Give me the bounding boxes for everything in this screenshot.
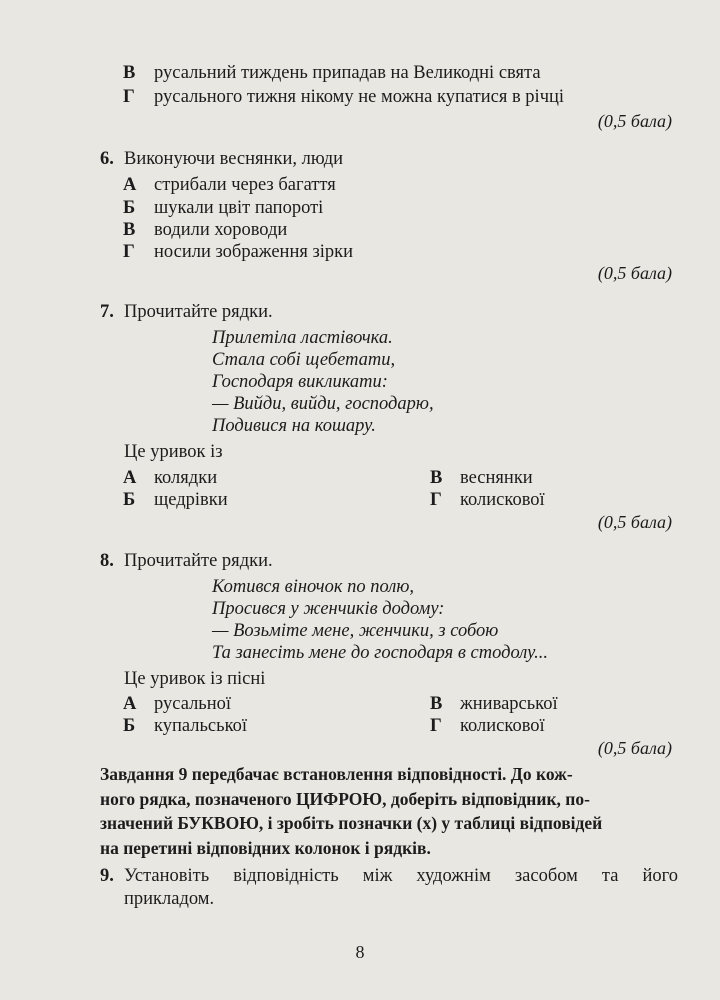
option-text: стрибали через багаття bbox=[154, 175, 336, 195]
instruction-line: Завдання 9 передбачає встановлення відповідності. До кож- bbox=[100, 764, 573, 784]
page-number: 8 bbox=[355, 942, 365, 962]
score-label: (0,5 бала) bbox=[597, 263, 672, 283]
option-text: русальний тиждень припадав на Великодні свята bbox=[154, 63, 541, 83]
prompt-text: Це уривок із bbox=[124, 442, 223, 462]
prompt-text: Це уривок із пісні bbox=[124, 669, 266, 689]
question-text: Установіть відповідність між художнім засобом та його bbox=[124, 866, 678, 886]
question-number: 8. bbox=[100, 551, 114, 571]
option-letter: А bbox=[123, 468, 137, 488]
option-letter: А bbox=[123, 175, 137, 195]
question-text: Прочитайте рядки. bbox=[124, 302, 273, 322]
option-letter: В bbox=[430, 694, 443, 714]
poem-line: — Вийди, вийди, господарю, bbox=[212, 394, 434, 414]
option-text: купальської bbox=[154, 716, 248, 736]
option-text: колискової bbox=[460, 490, 545, 510]
poem-line: Стала собі щебетати, bbox=[212, 350, 396, 370]
instruction-line: ного рядка, позначеного ЦИФРОЮ, доберіть відповідник, по- bbox=[100, 788, 590, 809]
poem-line: Та занесіть мене до господаря в стодолу... bbox=[212, 643, 549, 663]
question-number: 6. bbox=[100, 149, 114, 169]
question-text: Виконуючи веснянки, люди bbox=[124, 149, 344, 169]
poem-line: Котився віночок по полю, bbox=[212, 577, 415, 597]
option-letter: Г bbox=[430, 716, 442, 736]
option-text: шукали цвіт папороті bbox=[154, 198, 324, 218]
option-text: щедрівки bbox=[154, 490, 228, 510]
option-letter: Г bbox=[430, 490, 442, 510]
option-letter: Б bbox=[123, 198, 136, 218]
instruction-line: на перетині відповідних колонок і рядків. bbox=[100, 837, 431, 858]
task-instruction bbox=[100, 762, 678, 860]
option-text: русального тижня нікому не можна купатися в річці bbox=[154, 87, 565, 107]
option-letter: Б bbox=[123, 716, 136, 736]
instruction-line: значений БУКВОЮ, і зробіть позначки (х) у таблиці відповідей bbox=[100, 813, 603, 833]
poem-line: Подивися на кошару. bbox=[212, 416, 376, 436]
poem-line: Прилетіла ластівочка. bbox=[212, 328, 393, 348]
question-number: 7. bbox=[100, 302, 114, 322]
score-label: (0,5 бала) bbox=[597, 111, 672, 131]
poem-line: Просився у женчиків додому: bbox=[212, 599, 445, 619]
option-letter: Б bbox=[123, 490, 136, 510]
score-label: (0,5 бала) bbox=[597, 512, 672, 532]
score-label: (0,5 бала) bbox=[597, 738, 672, 758]
question-number: 9. bbox=[100, 866, 114, 886]
option-letter: В bbox=[123, 63, 136, 83]
option-text: русальної bbox=[154, 694, 232, 714]
option-text: жниварської bbox=[460, 694, 558, 714]
option-text: колискової bbox=[460, 716, 545, 736]
option-letter: А bbox=[123, 694, 137, 714]
option-text: колядки bbox=[154, 468, 218, 488]
option-text: веснянки bbox=[460, 468, 533, 488]
option-letter: Г bbox=[123, 87, 135, 107]
option-letter: В bbox=[123, 220, 136, 240]
poem-line: — Возьміте мене, женчики, з собою bbox=[212, 621, 499, 641]
option-letter: В bbox=[430, 468, 443, 488]
option-text: носили зображення зірки bbox=[154, 242, 354, 262]
question-text: Прочитайте рядки. bbox=[124, 551, 273, 571]
question-text: прикладом. bbox=[124, 889, 215, 909]
option-letter: Г bbox=[123, 242, 135, 262]
option-text: водили хороводи bbox=[154, 220, 288, 240]
poem-line: Господаря викликати: bbox=[212, 372, 388, 392]
